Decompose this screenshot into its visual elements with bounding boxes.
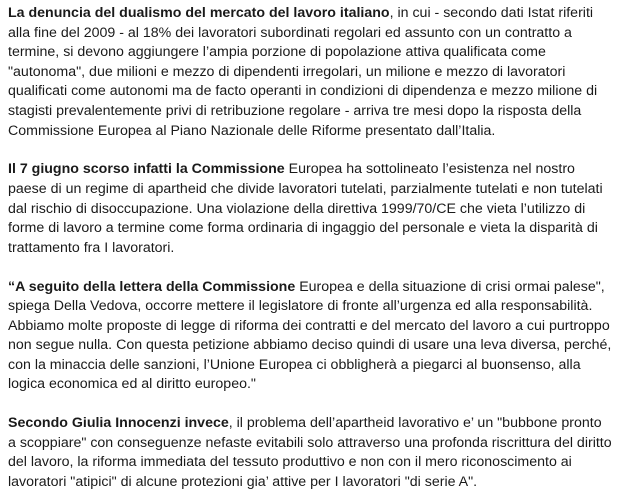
paragraph-1-text: , in cui - secondo dati Istat riferiti alla fine del 2009 - al 18% dei lavoratori subordinati regolari ed assunto con un contratto a termine, si devono aggiungere l’ampia porzione di popolazione attiva qualificata come "autonoma", due milioni e mezzo di dipendenti irregolari, un milione e mezzo di lavoratori qualificati come autonomi ma de facto operanti in condizioni di dipendenza e mezzo milione di stagisti prevalentemente privi di retribuzione regolare - arriva tre mesi dopo la risposta della Commissione Europea al Piano Nazionale delle Riforme presentato dall’Italia. bbox=[8, 5, 598, 139]
paragraph-1-lead: La denuncia del dualismo del mercato del lavoro italiano bbox=[8, 5, 390, 21]
paragraph-4 bbox=[8, 414, 612, 492]
paragraph-2-text: Europea ha sottolineato l’esistenza nel nostro paese di un regime di apartheid che divide lavoratori tutelati, parzialmente tutelati e non tutelati dal rischio di disoccupazione. Una violazione della direttiva 1999/70/CE che vieta l’utilizzo di forme di lavoro a termine come forma ordinaria di ingaggio del personale e vieta la disparità di trattamento fra I lavoratori. bbox=[8, 161, 603, 256]
paragraph-4-text: , il problema dell’apartheid lavorativo e’ un "bubbone pronto a scoppiare" con conseguenze nefaste evitabili solo attraverso una profonda riscrittura del diritto del lavoro, la riforma immediata del tessuto produttivo e non con il mero riconoscimento ai lavoratori "atipici" di alcune protezioni gia’ attive per I lavoratori "di serie A". bbox=[8, 415, 612, 491]
paragraph-2 bbox=[8, 160, 612, 258]
paragraph-3-text: Europea e della situazione di crisi ormai palese", spiega Della Vedova, occorre mettere il legislatore di fronte all’urgenza ed alla responsabilità. Abbiamo molte proposte di legge di riforma dei contratti e del mercato del lavoro a cui purtroppo non segue nulla. Con questa petizione abbiamo deciso quindi di usare una leva diversa, perché, con la minaccia delle sanzioni, l’Unione Europea ci obbligherà a piegarci al buonsenso, alla logica economica ed al diritto europeo." bbox=[8, 278, 612, 393]
paragraph-3-lead: “A seguito della lettera della Commissione bbox=[8, 278, 296, 295]
paragraph-1 bbox=[8, 4, 612, 141]
paragraph-2-lead: Il 7 giugno scorso infatti la Commissione bbox=[8, 161, 285, 178]
paragraph-4-lead: Secondo Giulia Innocenzi invece bbox=[8, 415, 229, 432]
paragraph-3 bbox=[8, 278, 612, 396]
